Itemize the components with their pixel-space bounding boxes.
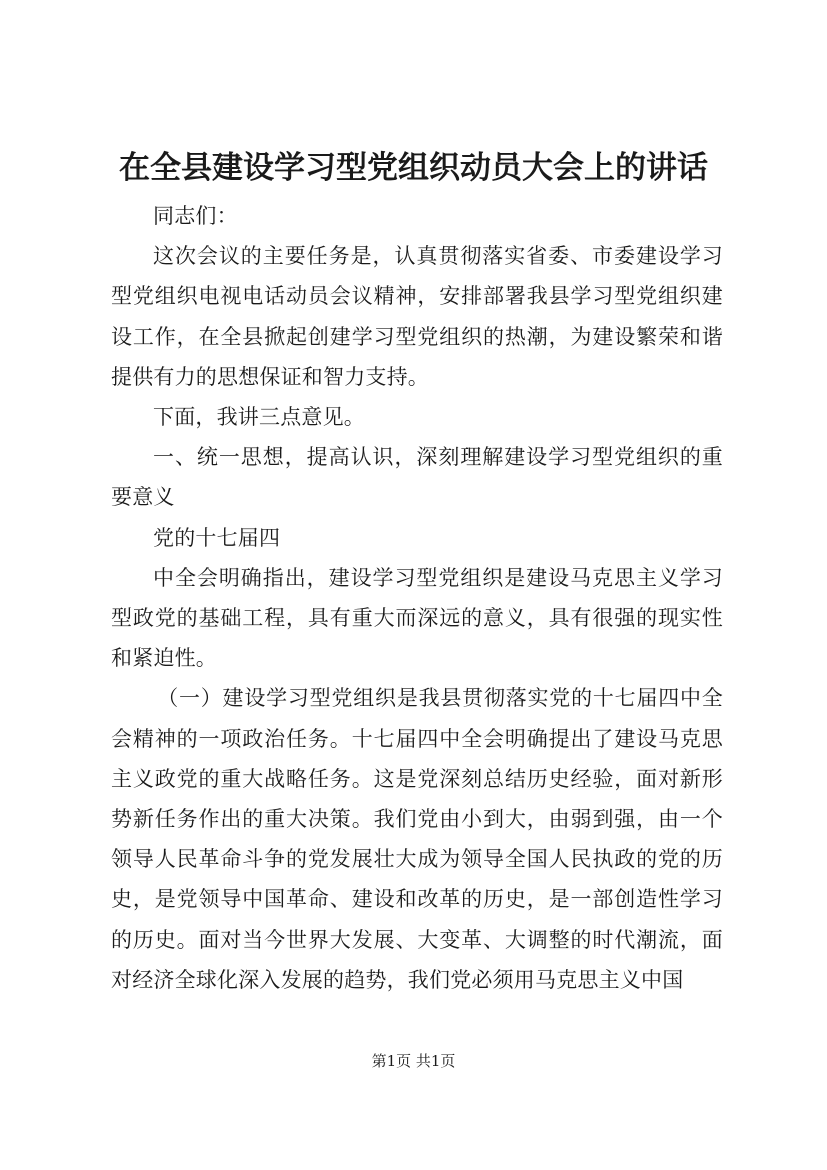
- page-footer: 第1页 共1页: [371, 1052, 456, 1070]
- salutation: 同志们：: [153, 204, 238, 228]
- paragraph-plenum: 中全会明确指出，建设学习型党组织是建设马克思主义学习型政党的基础工程，具有重大而深远的意义，具有很强的现实性和紧迫性。: [111, 565, 723, 671]
- paragraph-subsection-1: （一）建设学习型党组织是我县贯彻落实党的十七届四中全会精神的一项政治任务。十七届四中全会明确提出了建设马克思主义政党的重大战略任务。这是党深刻总结历史经验，面对新形势新任务作出的重大决策。我们党由小到大，由弱到强，由一个领导人民革命斗争的党发展壮大成为领导全国人民执政的党的历史，是党领导中国革命、建设和改革的历史，是一部创造性学习的历史。面对当今世界大发展、大变革、大调整的时代潮流，面对经济全球化深入发展的趋势，我们党必须用马克思主义中国: [111, 686, 723, 992]
- paragraph-outline: 下面，我讲三点意见。: [153, 405, 365, 430]
- paragraph-fragment: 党的十七届四: [153, 525, 281, 550]
- section-heading-1: 一、统一思想，提高认识，深刻理解建设学习型党组织的重要意义: [111, 445, 723, 510]
- document-title: 在全县建设学习型党组织动员大会上的讲话: [119, 150, 708, 186]
- paragraph-intro: 这次会议的主要任务是，认真贯彻落实省委、市委建设学习型党组织电视电话动员会议精神，安排部署我县学习型党组织建设工作，在全县掀起创建学习型党组织的热潮，为建设繁荣和谐提供有力的思想保证和智力支持。: [111, 244, 723, 389]
- document-body: [111, 196, 723, 1000]
